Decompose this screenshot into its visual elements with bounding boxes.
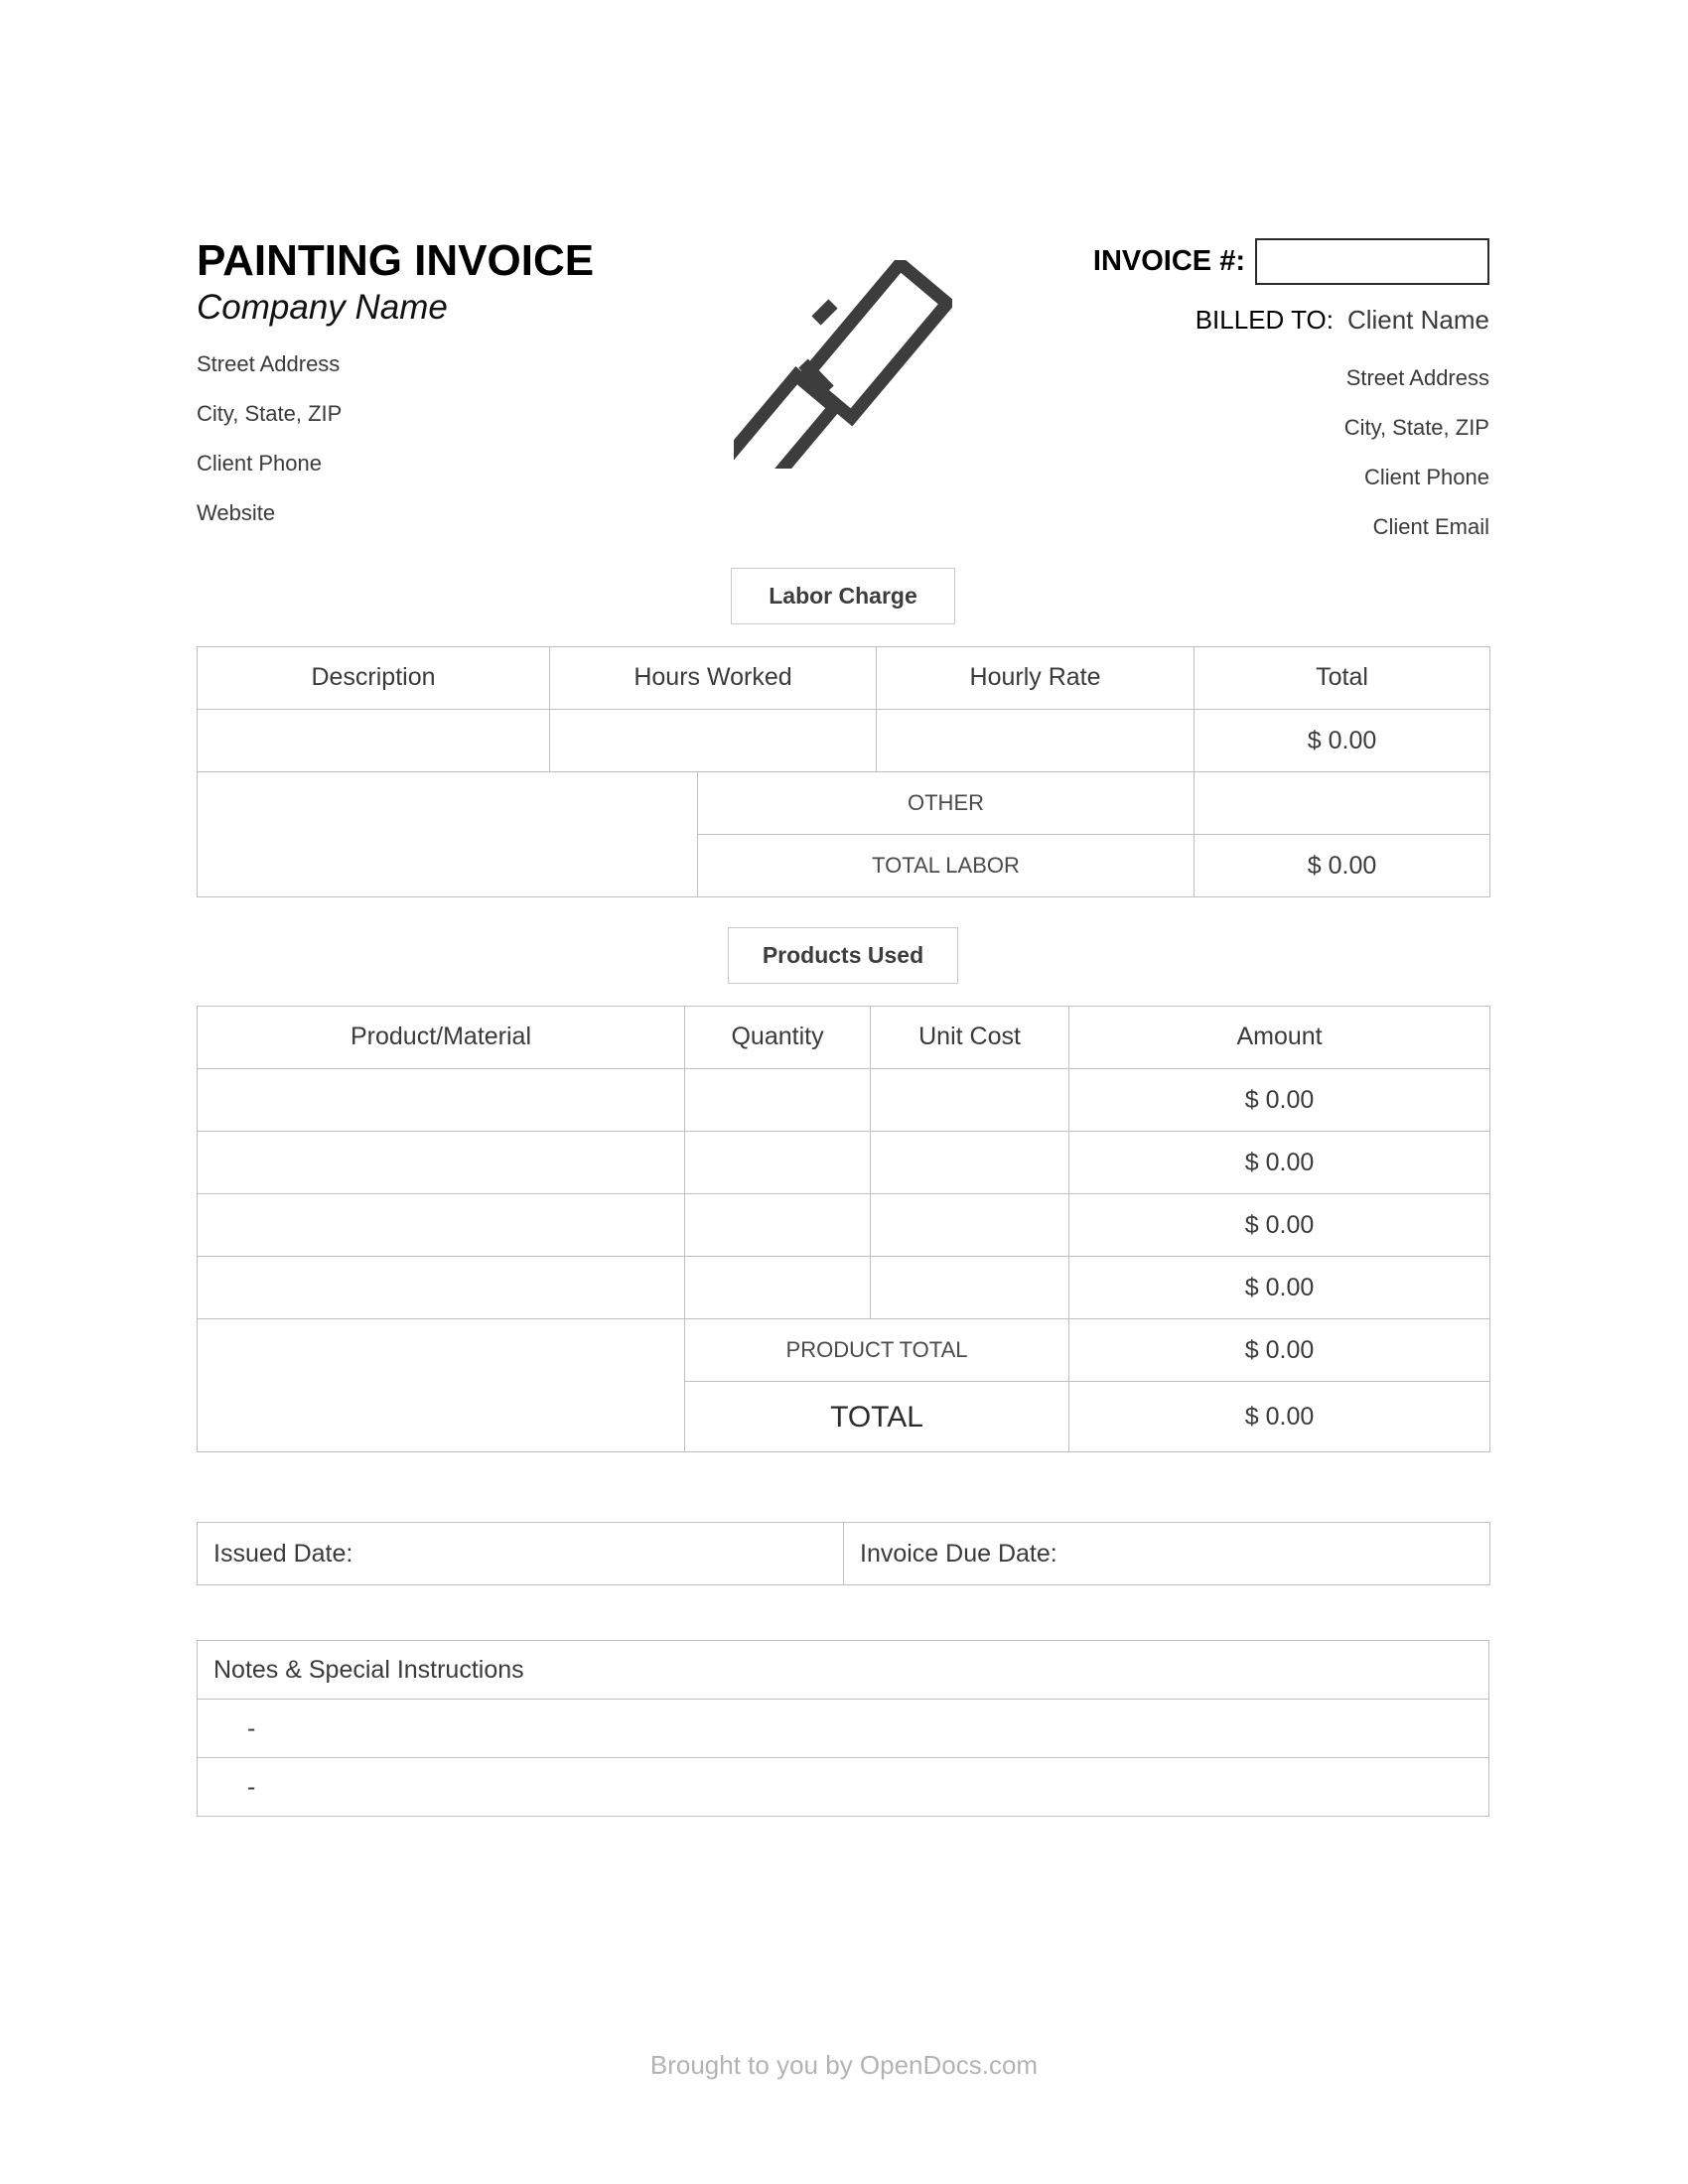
labor-table bbox=[197, 646, 1490, 897]
labor-other-value[interactable] bbox=[1195, 772, 1490, 835]
notes-table bbox=[197, 1640, 1489, 1817]
labor-header-hours: Hours Worked bbox=[550, 647, 877, 710]
dates-row bbox=[198, 1523, 1490, 1585]
dates-table bbox=[197, 1522, 1490, 1585]
products-cell-amount: $ 0.00 bbox=[1069, 1194, 1490, 1257]
client-name: Client Name bbox=[1346, 305, 1489, 335]
company-name: Company Name bbox=[197, 288, 448, 328]
labor-total-value: $ 0.00 bbox=[1195, 835, 1490, 897]
company-phone: Client Phone bbox=[197, 451, 322, 477]
labor-cell-rate[interactable] bbox=[877, 710, 1195, 772]
products-table-row bbox=[198, 1069, 1490, 1132]
products-table-row bbox=[198, 1132, 1490, 1194]
labor-other-row bbox=[198, 772, 1490, 835]
products-cell-product[interactable] bbox=[198, 1069, 685, 1132]
billing-block bbox=[1033, 238, 1489, 538]
company-website: Website bbox=[197, 500, 276, 526]
products-cell-quantity[interactable] bbox=[685, 1132, 871, 1194]
notes-header: Notes & Special Instructions bbox=[198, 1641, 1489, 1700]
products-used-badge-wrap bbox=[197, 927, 1489, 984]
invoice-header bbox=[197, 238, 1489, 538]
labor-header-row bbox=[198, 647, 1490, 710]
products-cell-amount: $ 0.00 bbox=[1069, 1132, 1490, 1194]
products-used-badge: Products Used bbox=[728, 927, 958, 984]
products-cell-quantity[interactable] bbox=[685, 1257, 871, 1319]
labor-header-total: Total bbox=[1195, 647, 1490, 710]
products-table-row bbox=[198, 1257, 1490, 1319]
products-cell-unit-cost[interactable] bbox=[871, 1069, 1069, 1132]
notes-line-1[interactable]: - bbox=[198, 1700, 1489, 1758]
labor-header-description: Description bbox=[198, 647, 550, 710]
labor-cell-description[interactable] bbox=[198, 710, 550, 772]
products-cell-unit-cost[interactable] bbox=[871, 1132, 1069, 1194]
products-cell-product[interactable] bbox=[198, 1194, 685, 1257]
invoice-due-date-field[interactable]: Invoice Due Date: bbox=[844, 1523, 1490, 1585]
products-table bbox=[197, 1006, 1490, 1452]
notes-header-row bbox=[198, 1641, 1489, 1700]
client-street-address: Street Address bbox=[1345, 365, 1489, 390]
products-header-amount: Amount bbox=[1069, 1007, 1490, 1069]
billed-to-label: BILLED TO: bbox=[1195, 305, 1334, 335]
company-block bbox=[197, 238, 624, 524]
footer-attribution: Brought to you by OpenDocs.com bbox=[649, 2050, 1039, 2080]
invoice-sheet bbox=[197, 238, 1489, 1817]
company-street-address: Street Address bbox=[197, 351, 341, 377]
labor-table-row bbox=[198, 710, 1490, 772]
page-title: PAINTING INVOICE bbox=[197, 236, 595, 285]
products-spacer-cell bbox=[198, 1319, 685, 1452]
products-header-row bbox=[198, 1007, 1490, 1069]
billed-to-row bbox=[1033, 305, 1489, 336]
products-cell-quantity[interactable] bbox=[685, 1069, 871, 1132]
company-city-state-zip: City, State, ZIP bbox=[197, 401, 343, 427]
product-total-label: PRODUCT TOTAL bbox=[685, 1319, 1069, 1382]
products-cell-quantity[interactable] bbox=[685, 1194, 871, 1257]
labor-other-label: OTHER bbox=[698, 772, 1195, 835]
invoice-number-input[interactable] bbox=[1255, 238, 1489, 285]
client-email: Client Email bbox=[1372, 514, 1489, 539]
labor-charge-badge: Labor Charge bbox=[731, 568, 955, 624]
product-total-row bbox=[198, 1319, 1490, 1382]
labor-charge-badge-wrap bbox=[197, 568, 1489, 624]
paint-roller-icon bbox=[734, 260, 952, 469]
notes-row bbox=[198, 1700, 1489, 1758]
products-table-row bbox=[198, 1194, 1490, 1257]
labor-spacer-cell bbox=[198, 772, 698, 897]
products-cell-product[interactable] bbox=[198, 1257, 685, 1319]
invoice-number-row bbox=[1033, 238, 1489, 285]
labor-cell-total: $ 0.00 bbox=[1195, 710, 1490, 772]
labor-header-rate: Hourly Rate bbox=[877, 647, 1195, 710]
products-cell-product[interactable] bbox=[198, 1132, 685, 1194]
grand-total-label: TOTAL bbox=[685, 1382, 1069, 1452]
products-cell-amount: $ 0.00 bbox=[1069, 1069, 1490, 1132]
products-header-unit-cost: Unit Cost bbox=[871, 1007, 1069, 1069]
products-cell-unit-cost[interactable] bbox=[871, 1257, 1069, 1319]
products-header-product: Product/Material bbox=[198, 1007, 685, 1069]
products-cell-unit-cost[interactable] bbox=[871, 1194, 1069, 1257]
issued-date-field[interactable]: Issued Date: bbox=[198, 1523, 844, 1585]
labor-total-label: TOTAL LABOR bbox=[698, 835, 1195, 897]
client-city-state-zip: City, State, ZIP bbox=[1343, 415, 1489, 440]
client-phone: Client Phone bbox=[1364, 465, 1489, 489]
products-header-quantity: Quantity bbox=[685, 1007, 871, 1069]
notes-row bbox=[198, 1758, 1489, 1817]
invoice-number-label: INVOICE #: bbox=[1092, 245, 1245, 277]
grand-total-value: $ 0.00 bbox=[1069, 1382, 1490, 1452]
notes-line-2[interactable]: - bbox=[198, 1758, 1489, 1817]
products-cell-amount: $ 0.00 bbox=[1069, 1257, 1490, 1319]
product-total-value: $ 0.00 bbox=[1069, 1319, 1490, 1382]
labor-cell-hours[interactable] bbox=[550, 710, 877, 772]
